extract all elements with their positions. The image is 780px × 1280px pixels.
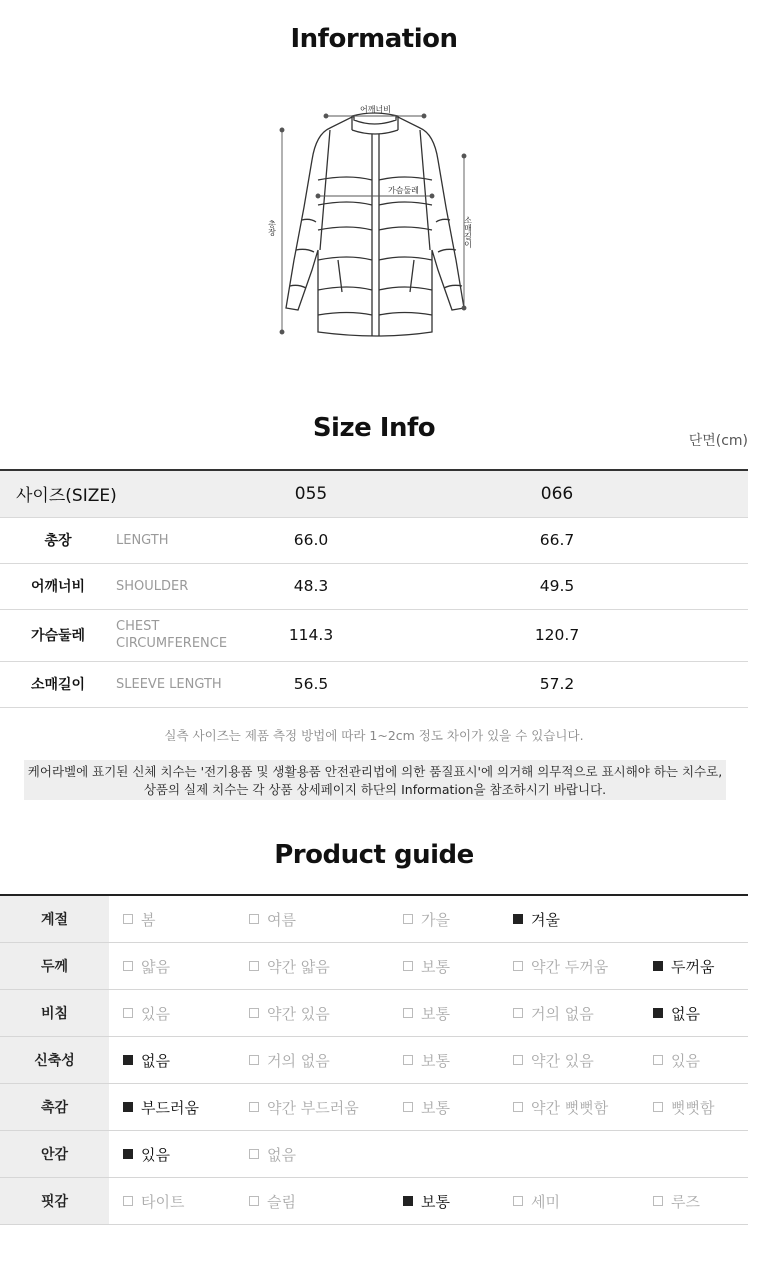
guide-option	[123, 1084, 199, 1130]
guide-option	[123, 1131, 170, 1177]
garment-measurement-diagram	[268, 100, 480, 345]
guide-row-label: 두께	[0, 943, 109, 989]
unchecked-box-icon	[403, 914, 413, 924]
guide-option	[123, 1178, 184, 1224]
guide-option-label: 보통	[421, 1192, 450, 1211]
guide-option-label: 약간 뻣뻣함	[531, 1098, 609, 1117]
size-header-row	[0, 470, 748, 517]
guide-option-label: 약간 얇음	[267, 957, 330, 976]
row-label-en: CHEST CIRCUMFERENCE	[116, 619, 228, 651]
unchecked-box-icon	[403, 1008, 413, 1018]
guide-option	[653, 1178, 700, 1224]
shoulder-label: 어깨너비	[360, 105, 391, 114]
guide-option-label: 두꺼움	[671, 957, 715, 976]
row-label-en: SLEEVE LENGTH	[116, 676, 222, 692]
guide-option-label: 약간 부드러움	[267, 1098, 359, 1117]
unchecked-box-icon	[123, 914, 133, 924]
guide-row	[0, 990, 748, 1037]
guide-option	[403, 1037, 450, 1083]
guide-option-label: 루즈	[671, 1192, 700, 1211]
guide-options	[109, 1178, 748, 1224]
information-title: Information	[290, 24, 458, 54]
unchecked-box-icon	[249, 1102, 259, 1112]
guide-row-label: 신축성	[0, 1037, 109, 1083]
measurement-note: 실측 사이즈는 제품 측정 방법에 따라 1~2cm 정도 차이가 있을 수 있습니다.	[164, 728, 584, 743]
guide-option-label: 보통	[421, 1098, 450, 1117]
unchecked-box-icon	[249, 914, 259, 924]
guide-option	[249, 896, 296, 942]
unchecked-box-icon	[513, 1055, 523, 1065]
guide-option	[403, 990, 450, 1036]
guide-option-label: 없음	[671, 1004, 700, 1023]
guide-option-label: 가을	[421, 910, 450, 929]
guide-options	[109, 943, 748, 989]
guide-option-label: 보통	[421, 1051, 450, 1070]
guide-option-label: 타이트	[141, 1192, 185, 1211]
guide-option-label: 약간 있음	[531, 1051, 594, 1070]
guide-row	[0, 896, 748, 943]
size-table	[0, 469, 748, 708]
unchecked-box-icon	[403, 1055, 413, 1065]
size-row-sleeve	[0, 661, 748, 707]
unchecked-box-icon	[653, 1055, 663, 1065]
row-value: 48.3	[293, 577, 329, 595]
size-row-chest	[0, 609, 748, 661]
guide-options	[109, 1084, 748, 1130]
guide-option-label: 겨울	[531, 910, 560, 929]
guide-option	[123, 1037, 170, 1083]
size-row-shoulder	[0, 563, 748, 609]
unchecked-box-icon	[653, 1196, 663, 1206]
guide-row-label: 핏감	[0, 1178, 109, 1224]
guide-option-label: 있음	[141, 1145, 170, 1164]
row-value: 114.3	[288, 626, 334, 644]
row-value: 66.7	[539, 531, 575, 549]
guide-option-label: 보통	[421, 957, 450, 976]
care-note-line-1: 케어라벨에 표기된 신체 치수는 '전기용품 및 생활용품 안전관리법에 의한 품질표시'에 의거해 의무적으로 표시해야 하는 치수로,	[27, 764, 723, 779]
guide-row	[0, 943, 748, 990]
guide-option	[123, 896, 156, 942]
guide-option	[123, 943, 170, 989]
guide-option-label: 약간 두꺼움	[531, 957, 609, 976]
unchecked-box-icon	[403, 961, 413, 971]
guide-option	[513, 1037, 594, 1083]
unchecked-box-icon	[513, 961, 523, 971]
size-header-055: 055	[294, 483, 328, 504]
size-header-066: 066	[540, 483, 574, 504]
guide-option-label: 거의 없음	[531, 1004, 594, 1023]
guide-option-label: 없음	[267, 1145, 296, 1164]
row-label-ko: 총장	[44, 533, 72, 549]
length-label: 총장	[268, 220, 277, 236]
product-guide-title: Product guide	[274, 840, 474, 870]
guide-option	[123, 990, 170, 1036]
guide-option-label: 거의 없음	[267, 1051, 330, 1070]
guide-option	[249, 1084, 359, 1130]
guide-option	[653, 943, 714, 989]
chest-label: 가슴둘레	[388, 186, 419, 195]
product-guide-table	[0, 894, 748, 1225]
guide-option	[249, 943, 330, 989]
checked-box-icon	[123, 1102, 133, 1112]
row-label-en: LENGTH	[116, 532, 169, 548]
guide-option	[249, 1178, 296, 1224]
guide-option	[249, 1037, 330, 1083]
guide-option	[513, 943, 608, 989]
guide-option	[513, 896, 560, 942]
guide-option-label: 없음	[141, 1051, 170, 1070]
guide-option-label: 보통	[421, 1004, 450, 1023]
guide-option-label: 약간 있음	[267, 1004, 330, 1023]
checked-box-icon	[123, 1149, 133, 1159]
guide-option-label: 있음	[141, 1004, 170, 1023]
row-value: 120.7	[534, 626, 580, 644]
row-label-en: SHOULDER	[116, 578, 189, 594]
row-value: 57.2	[539, 675, 575, 693]
row-label-ko: 소매길이	[30, 677, 86, 693]
guide-option	[249, 1131, 296, 1177]
size-info-title: Size Info	[312, 413, 436, 443]
unchecked-box-icon	[249, 961, 259, 971]
care-note-line-2: 상품의 실제 치수는 각 상품 상세페이지 하단의 Information을 참조하시기 바랍니다.	[143, 782, 607, 797]
guide-options	[109, 1037, 748, 1083]
guide-option-label: 세미	[531, 1192, 560, 1211]
guide-option	[403, 1084, 450, 1130]
row-label-ko: 가슴둘레	[30, 628, 86, 644]
sleeve-label: 소매길이	[463, 216, 473, 248]
guide-option	[653, 1037, 700, 1083]
row-value: 66.0	[293, 531, 329, 549]
unchecked-box-icon	[249, 1149, 259, 1159]
guide-options	[109, 896, 748, 942]
guide-options	[109, 990, 748, 1036]
guide-option-label: 부드러움	[141, 1098, 199, 1117]
unchecked-box-icon	[123, 1196, 133, 1206]
row-value: 49.5	[539, 577, 575, 595]
unchecked-box-icon	[403, 1102, 413, 1112]
size-header-label: 사이즈(SIZE)	[16, 486, 117, 507]
checked-box-icon	[513, 914, 523, 924]
guide-option	[513, 1084, 608, 1130]
guide-row-label: 안감	[0, 1131, 109, 1177]
guide-option	[653, 990, 700, 1036]
guide-option-label: 뻣뻣함	[671, 1098, 715, 1117]
guide-option	[403, 896, 450, 942]
guide-row-label: 계절	[0, 896, 109, 942]
unchecked-box-icon	[513, 1102, 523, 1112]
unit-label: 단면(cm)	[688, 433, 748, 449]
size-row-length	[0, 517, 748, 563]
checked-box-icon	[653, 961, 663, 971]
guide-option	[403, 1178, 450, 1224]
guide-option	[513, 1178, 560, 1224]
guide-row	[0, 1037, 748, 1084]
guide-option	[513, 990, 594, 1036]
guide-option	[403, 943, 450, 989]
guide-option-label: 얇음	[141, 957, 170, 976]
guide-option-label: 슬림	[267, 1192, 296, 1211]
guide-row-label: 촉감	[0, 1084, 109, 1130]
unchecked-box-icon	[249, 1055, 259, 1065]
unchecked-box-icon	[123, 961, 133, 971]
care-label-note	[24, 760, 726, 800]
guide-option-label: 봄	[141, 910, 156, 929]
guide-row	[0, 1178, 748, 1225]
row-label-ko: 어깨너비	[30, 579, 86, 595]
guide-options	[109, 1131, 748, 1177]
guide-option-label: 여름	[267, 910, 296, 929]
guide-option	[249, 990, 330, 1036]
unchecked-box-icon	[513, 1008, 523, 1018]
unchecked-box-icon	[249, 1008, 259, 1018]
checked-box-icon	[653, 1008, 663, 1018]
row-value: 56.5	[293, 675, 329, 693]
unchecked-box-icon	[249, 1196, 259, 1206]
guide-row-label: 비침	[0, 990, 109, 1036]
guide-option-label: 있음	[671, 1051, 700, 1070]
guide-option	[653, 1084, 714, 1130]
unchecked-box-icon	[123, 1008, 133, 1018]
guide-row	[0, 1131, 748, 1178]
guide-row	[0, 1084, 748, 1131]
unchecked-box-icon	[513, 1196, 523, 1206]
unchecked-box-icon	[653, 1102, 663, 1112]
checked-box-icon	[403, 1196, 413, 1206]
checked-box-icon	[123, 1055, 133, 1065]
